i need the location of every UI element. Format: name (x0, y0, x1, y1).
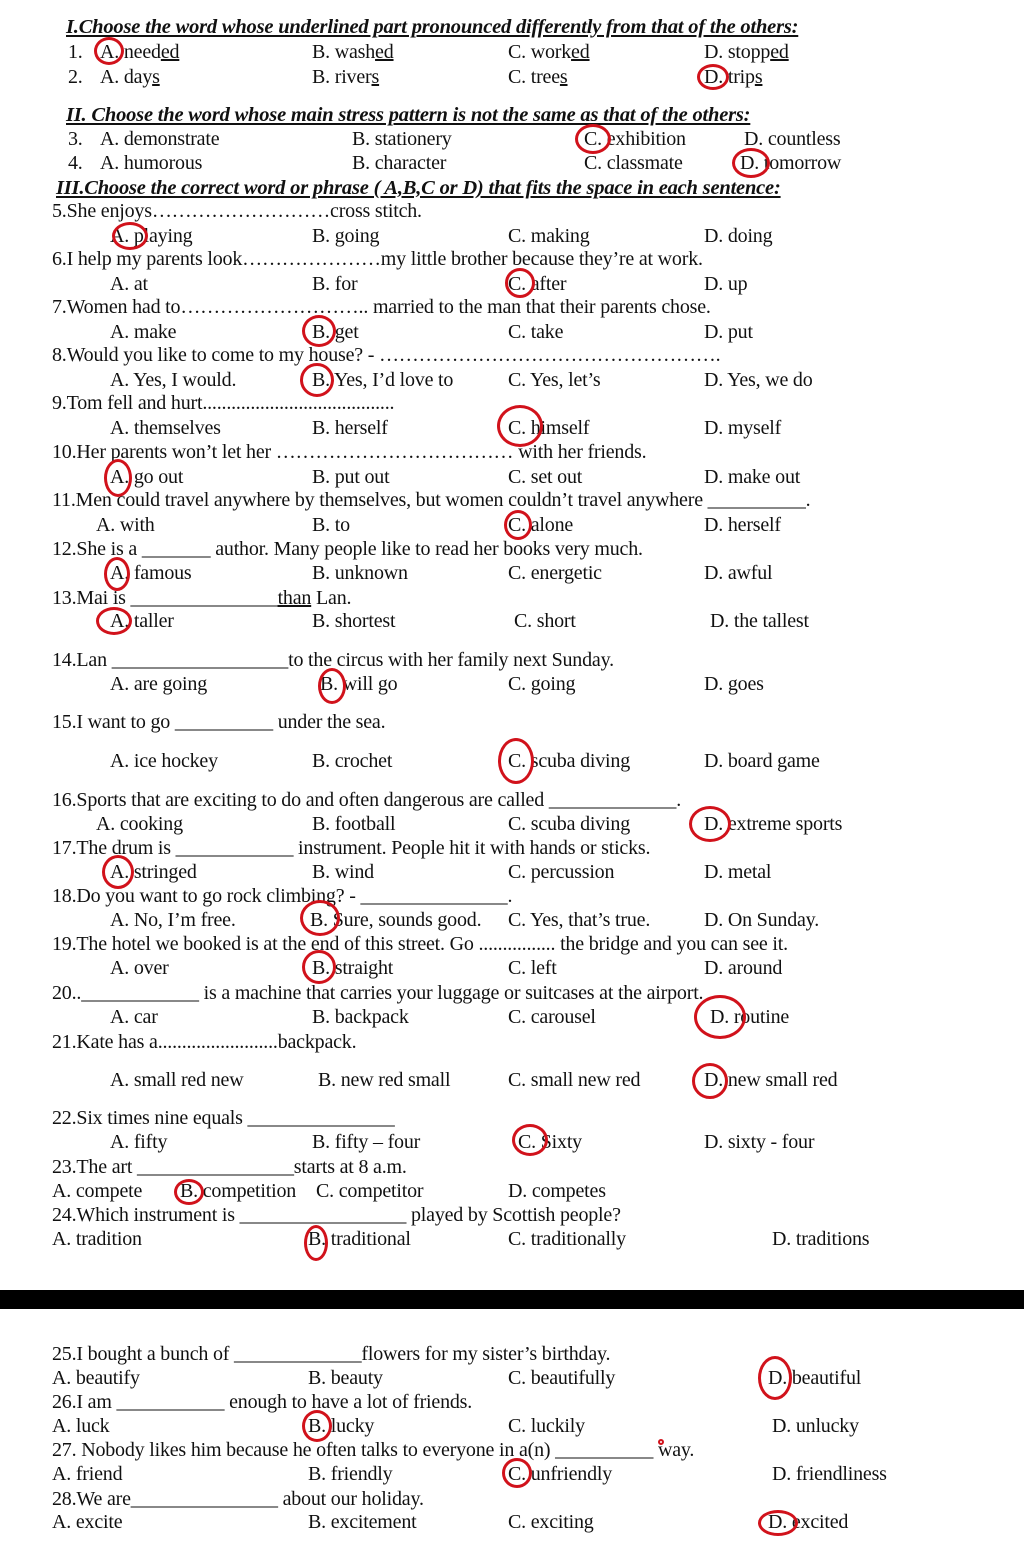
q19-option-b: B. straight (312, 957, 394, 979)
q6-stem: 6.I help my parents look…………………my little brother because they’re at work. (52, 248, 703, 270)
q21-option-d: D. new small red (704, 1069, 838, 1091)
q15-stem: 15.I want to go __________ under the sea. (52, 711, 386, 733)
q17-stem: 17.The drum is ____________ instrument. People hit it with hands or sticks. (52, 837, 651, 859)
q2-option-a: A. days (100, 66, 160, 88)
q13-option-a: A. taller (110, 610, 174, 632)
q24-option-d: D. traditions (772, 1228, 870, 1250)
section2-heading: II. Choose the word whose main stress pattern is not the same as that of the others: (66, 104, 751, 126)
q21-option-b: B. new red small (318, 1069, 451, 1091)
q2-option-c: C. trees (508, 66, 568, 88)
q14-option-b: B. will go (320, 673, 398, 695)
q23-option-c: C. competitor (316, 1180, 424, 1202)
q16-option-a: A. cooking (96, 813, 183, 835)
q17-option-c: C. percussion (508, 861, 615, 883)
q10-option-d: D. make out (704, 466, 801, 488)
q8-option-d: D. Yes, we do (704, 369, 813, 391)
q18-stem: 18.Do you want to go rock climbing? - _______________. (52, 885, 513, 907)
q14-option-c: C. going (508, 673, 576, 695)
q21-option-c: C. small new red (508, 1069, 641, 1091)
q19-option-d: D. around (704, 957, 783, 979)
q10-option-c: C. set out (508, 466, 583, 488)
q20-option-c: C. carousel (508, 1006, 596, 1028)
q14-option-a: A. are going (110, 673, 208, 695)
q20-option-d: D. routine (710, 1006, 790, 1028)
q22-stem: 22.Six times nine equals _______________ (52, 1107, 395, 1129)
q7-option-a: A. make (110, 321, 177, 343)
q6-option-d: D. up (704, 273, 748, 295)
q24-stem: 24.Which instrument is _________________ played by Scottish people? (52, 1204, 621, 1226)
q18-option-d: D. On Sunday. (704, 909, 819, 931)
q2-option-b: B. rivers (312, 66, 380, 88)
q7-option-d: D. put (704, 321, 753, 343)
q25-option-d: D. beautiful (768, 1367, 862, 1389)
q16-option-b: B. football (312, 813, 396, 835)
q15-option-a: A. ice hockey (110, 750, 218, 772)
q23-option-b: B. competition (180, 1180, 297, 1202)
q26-option-b: B. lucky (308, 1415, 375, 1437)
q16-option-c: C. scuba diving (508, 813, 630, 835)
q20-stem: 20..____________ is a machine that carries your luggage or suitcases at the airport. (52, 982, 704, 1004)
q22-option-a: A. fifty (110, 1131, 168, 1153)
q28-option-a: A. excite (52, 1511, 123, 1533)
q5-option-a: A. playing (110, 225, 193, 247)
q4-number: 4. (68, 152, 83, 174)
q13-option-d: D. the tallest (710, 610, 809, 632)
q25-stem: 25.I bought a bunch of _____________flowers for my sister’s birthday. (52, 1343, 611, 1365)
q9-option-c: C. himself (508, 417, 590, 439)
q10-option-b: B. put out (312, 466, 390, 488)
q6-option-a: A. at (110, 273, 148, 295)
q22-option-b: B. fifty – four (312, 1131, 421, 1153)
q5-option-c: C. making (508, 225, 590, 247)
q26-stem: 26.I am ___________ enough to have a lot of friends. (52, 1391, 473, 1413)
q21-stem: 21.Kate has a.........................backpack. (52, 1031, 357, 1053)
q4-option-b: B. character (352, 152, 447, 174)
q12-option-a: A. famous (110, 562, 192, 584)
section1-heading: I.Choose the word whose underlined part pronounced differently from that of the others: (66, 16, 799, 38)
q1-option-d: D. stopped (704, 41, 789, 63)
q8-option-b: B. Yes, I’d love to (312, 369, 454, 391)
q3-option-b: B. stationery (352, 128, 452, 150)
q27-option-c: C. unfriendly (508, 1463, 613, 1485)
q18-option-a: A. No, I’m free. (110, 909, 236, 931)
q1-option-b: B. washed (312, 41, 394, 63)
q11-option-b: B. to (312, 514, 350, 536)
q7-option-c: C. take (508, 321, 564, 343)
q19-option-a: A. over (110, 957, 169, 979)
q28-stem: 28.We are_______________ about our holiday. (52, 1488, 424, 1510)
q12-option-d: D. awful (704, 562, 773, 584)
q16-option-d: D. extreme sports (704, 813, 843, 835)
q23-option-a: A. compete (52, 1180, 143, 1202)
q28-option-c: C. exciting (508, 1511, 594, 1533)
q1-option-a: A. needed (100, 41, 180, 63)
q17-option-a: A. stringed (110, 861, 197, 883)
section3-heading: III.Choose the correct word or phrase ( A,B,C or D) that fits the space in each sentence: (56, 177, 781, 199)
q8-option-c: C. Yes, let’s (508, 369, 601, 391)
q17-option-b: B. wind (312, 861, 374, 883)
q15-option-b: B. crochet (312, 750, 393, 772)
q17-option-d: D. metal (704, 861, 772, 883)
q25-option-c: C. beautifully (508, 1367, 616, 1389)
q13-option-c: C. short (514, 610, 576, 632)
q27-option-a: A. friend (52, 1463, 123, 1485)
q5-stem: 5.She enjoys………………………cross stitch. (52, 200, 422, 222)
q22-option-d: D. sixty - four (704, 1131, 815, 1153)
q5-option-d: D. doing (704, 225, 773, 247)
q10-stem: 10.Her parents won’t let her ……………………………… with her friends. (52, 441, 647, 463)
q21-option-a: A. small red new (110, 1069, 244, 1091)
q4-option-a: A. humorous (100, 152, 203, 174)
q23-option-d: D. competes (508, 1180, 606, 1202)
q20-option-a: A. car (110, 1006, 158, 1028)
q11-option-a: A. with (96, 514, 155, 536)
q1-option-c: C. worked (508, 41, 590, 63)
q25-option-a: A. beautify (52, 1367, 140, 1389)
q22-option-c: C. Sixty (518, 1131, 582, 1153)
page-separator-bar (0, 1290, 1024, 1309)
q24-option-c: C. traditionally (508, 1228, 626, 1250)
q20-option-b: B. backpack (312, 1006, 409, 1028)
q26-option-c: C. luckily (508, 1415, 585, 1437)
q9-option-d: D. myself (704, 417, 782, 439)
q12-option-c: C. energetic (508, 562, 602, 584)
q9-option-a: A. themselves (110, 417, 221, 439)
q12-stem: 12.She is a _______ author. Many people like to read her books very much. (52, 538, 643, 560)
q7-option-b: B. get (312, 321, 359, 343)
q8-stem: 8.Would you like to come to my house? - ……………………………………………. (52, 344, 721, 366)
q4-option-c: C. classmate (584, 152, 683, 174)
q10-option-a: A. go out (110, 466, 184, 488)
q3-number: 3. (68, 128, 83, 150)
q13-option-b: B. shortest (312, 610, 396, 632)
q9-stem: 9.Tom fell and hurt........................................ (52, 392, 395, 414)
q24-option-b: B. traditional (308, 1228, 411, 1250)
q13-stem: 13.Mai is _______________than Lan. (52, 587, 352, 609)
q8-option-a: A. Yes, I would. (110, 369, 237, 391)
q12-option-b: B. unknown (312, 562, 408, 584)
q11-option-c: C. alone (508, 514, 574, 536)
q14-option-d: D. goes (704, 673, 764, 695)
q27-option-d: D. friendliness (772, 1463, 887, 1485)
q3-option-a: A. demonstrate (100, 128, 220, 150)
stray-mark-dot (658, 1439, 664, 1445)
q26-option-d: D. unlucky (772, 1415, 859, 1437)
q28-option-b: B. excitement (308, 1511, 417, 1533)
q7-stem: 7.Women had to……………………….. married to the man that their parents chose. (52, 296, 711, 318)
q14-stem: 14.Lan __________________to the circus with her family next Sunday. (52, 649, 614, 671)
q4-option-d: D. tomorrow (740, 152, 842, 174)
q11-stem: 11.Men could travel anywhere by themselves, but women couldn’t travel anywhere __________. (52, 489, 811, 511)
q16-stem: 16.Sports that are exciting to do and often dangerous are called _____________. (52, 789, 682, 811)
q3-option-d: D. countless (744, 128, 841, 150)
q6-option-c: C. after (508, 273, 567, 295)
q15-option-d: D. board game (704, 750, 820, 772)
q24-option-a: A. tradition (52, 1228, 142, 1250)
q6-option-b: B. for (312, 273, 358, 295)
q19-stem: 19.The hotel we booked is at the end of this street. Go ................ the bridge and you can see it. (52, 933, 788, 955)
q2-number: 2. (68, 66, 83, 88)
q5-option-b: B. going (312, 225, 380, 247)
q9-option-b: B. herself (312, 417, 388, 439)
q2-option-d: D. trips (704, 66, 763, 88)
q27-stem: 27. Nobody likes him because he often talks to everyone in a(n) __________ way. (52, 1439, 695, 1461)
q3-option-c: C. exhibition (584, 128, 686, 150)
q1-number: 1. (68, 41, 83, 63)
q28-option-d: D. excited (768, 1511, 849, 1533)
q19-option-c: C. left (508, 957, 557, 979)
q18-option-c: C. Yes, that’s true. (508, 909, 651, 931)
q15-option-c: C. scuba diving (508, 750, 630, 772)
q11-option-d: D. herself (704, 514, 781, 536)
q23-stem: 23.The art ________________starts at 8 a.m. (52, 1156, 407, 1178)
q26-option-a: A. luck (52, 1415, 110, 1437)
q18-option-b: B. Sure, sounds good. (310, 909, 482, 931)
q27-option-b: B. friendly (308, 1463, 393, 1485)
q25-option-b: B. beauty (308, 1367, 383, 1389)
